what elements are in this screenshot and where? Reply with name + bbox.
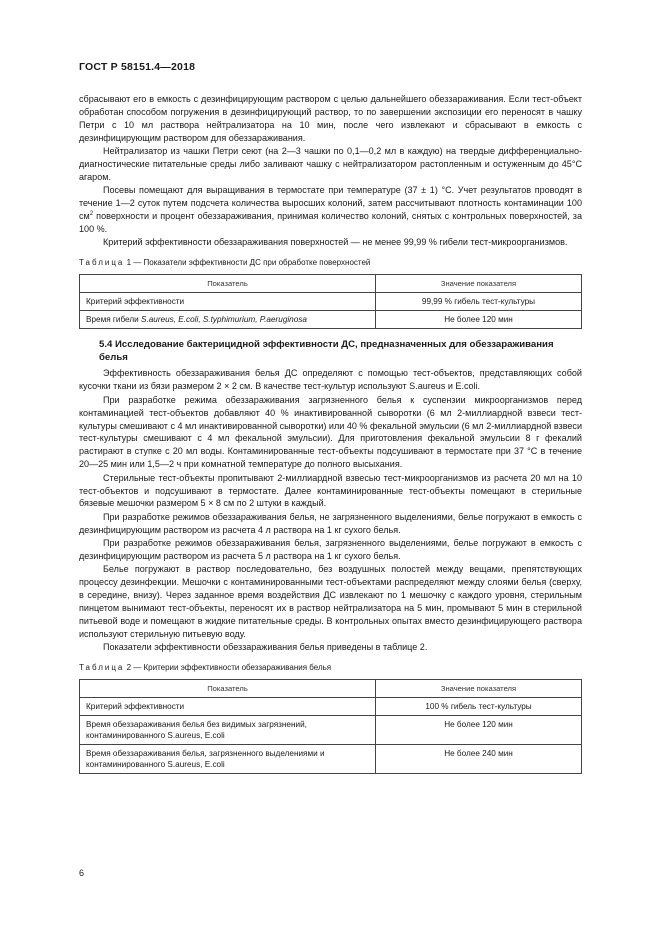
paragraph: Показатели эффективности обеззараживания белья приведены в таблице 2.	[103, 642, 428, 653]
column-header: Значение показателя	[376, 680, 582, 698]
paragraph: Стерильные тест-объекты пропитывают 2-миллиардной взвесью тест-микроорганизмов из расчета 20 мл на 10 тест-объектов и подсушивают в термостате. Далее контаминированные тест-объекты помещают в стерильные бязевые мешочки размером 5 × 8 см по 2 штуки в каждый.	[79, 472, 582, 509]
page-header: ГОСТ Р 58151.4—2018	[79, 61, 196, 73]
table-caption	[79, 662, 582, 673]
table-cell: 99,99 % гибель тест-культуры	[376, 293, 582, 311]
paragraph: При разработке режимов обеззараживания белья, не загрязненного выделениями, белье погружают в емкость с дезинфицирующим раствором из расчета 4 л раствора на 1 кг сухого белья.	[79, 511, 582, 535]
table-cell: Критерий эффективности	[80, 293, 376, 311]
document-body	[79, 93, 582, 774]
column-header: Показатель	[80, 275, 376, 293]
table-1	[79, 274, 582, 329]
table-cell	[80, 311, 376, 329]
column-header: Показатель	[80, 680, 376, 698]
paragraph: сбрасывают его в емкость с дезинфицирующим раствором с целью дальнейшего обеззараживания. Если тест-объект обработан способом погружения в дезинфицирующий раствор, то по завершении экспозиции его переносят в чашку Петри с 10 мл раствора нейтрализатора на 10 мин, после чего извлекают и сбрасывают в емкость с дезинфицирующим раствором для обеззараживания.	[79, 94, 582, 143]
paragraph: Белье погружают в раствор последовательно, без воздушных полостей между вещами, препятствующих процессу дезинфекции. Мешочки с контаминированными тест-объектами распределяют между слоями белья (сверху, в середине, внизу). Через заданное время воздействия ДС извлекают по 1 мешочку с каждого уровня, стерильным пинцетом вынимают тест-объекты, переносят их в раствор нейтрализатора на 5 мин, промывают 5 мин в стерильной питьевой воде и помещают в жидкие питательные среды. В контрольных опытах вместо дезинфицирующего раствора используют стерильную питьевую воду.	[79, 564, 582, 639]
caption-text: 2 — Критерии эффективности обеззараживания белья	[124, 663, 332, 673]
paragraph: При разработке режима обеззараживания загрязненного белья к суспензии микроорганизмов перед контаминацией тест-объектов добавляют 40 % инактивированной сыворотки (6 мл 2-миллиардной взвеси тест-культуры смешивают с 4 мл инактивированной сыворотки) или 40 % фекальной эмульсии (6 мл 2-миллиардной взвеси тест-культуры смешивают с 4 мл фекальной эмульсии). Для приготовления фекальной эмульсии 8 г фекалий растирают в ступке с 20 мл воды. Контаминированные тест-объекты подсушивают в термостате при 37 °С в течение 20—25 мин или 1,5—2 ч при комнатной температуре до полного высыхания.	[79, 394, 583, 470]
table-row	[80, 716, 582, 745]
paragraph: При разработке режимов обеззараживания белья, загрязненного выделениями, белье погружают в емкость с дезинфицирующим раствором из расчета 5 л раствора на 1 кг сухого белья.	[79, 538, 582, 562]
section-heading: 5.4 Исследование бактерицидной эффективности ДС, предназначенных для обеззараживания белья	[99, 339, 554, 363]
column-header: Значение показателя	[376, 275, 582, 293]
text-span: Время гибели	[86, 315, 141, 325]
paragraph: Нейтрализатор из чашки Петри сеют (на 2—3 чашки по 0,1—0,2 мл в каждую) на твердые дифференциально-диагностические питательные среды либо заливают чашку с нейтрализатором растопленным и остуженным до 45°С агаром.	[79, 146, 582, 182]
table-2	[79, 679, 582, 774]
caption-label: Таблица	[79, 258, 125, 268]
paragraph: Эффективность обеззараживания белья ДС определяют с помощью тест-объектов, представляющих собой кусочки ткани из бязи размером 2 × 2 см. В качестве тест-культур используют S.aureus и E.coli.	[79, 368, 582, 392]
table-cell: Не более 120 мин	[376, 716, 582, 745]
table-row	[80, 311, 582, 329]
table-cell: Не более 120 мин	[376, 311, 582, 329]
caption-label: Таблица	[79, 663, 125, 673]
table-header-row	[80, 275, 582, 293]
table-cell: Критерий эффективности	[80, 698, 376, 716]
paragraph: Критерий эффективности обеззараживания поверхностей — не менее 99,99 % гибели тест-микроорганизмов.	[103, 237, 568, 248]
table-cell: Время обеззараживания белья, загрязненного выделениями и контаминированного S.aureus, E.coli	[80, 745, 376, 774]
table-cell: 100 % гибель тест-культуры	[376, 698, 582, 716]
text-span: Посевы помещают для выращивания в термостате при температуре (37 ± 1) °С. Учет результатов проводят в течение 1—2 суток путем подсчета количества выросших колоний, затем рассчитывают плотность контаминации 100 см	[79, 185, 582, 222]
table-row	[80, 698, 582, 716]
caption-text: 1 — Показатели эффективности ДС при обработке поверхностей	[124, 258, 371, 268]
table-row	[80, 745, 582, 774]
paragraph	[79, 184, 582, 236]
text-span: поверхности и процент обеззараживания, принимая количество колоний, снятых с контрольных поверхностей, за 100 %.	[79, 211, 582, 235]
page-number: 6	[79, 868, 85, 878]
table-header-row	[80, 680, 582, 698]
table-cell: Время обеззараживания белья без видимых загрязнений, контаминированного S.aureus, E.coli	[80, 716, 376, 745]
table-caption	[79, 257, 582, 268]
table-row	[80, 293, 582, 311]
table-cell: Не более 240 мин	[376, 745, 582, 774]
italic-text: S.aureus, E.coli, S.typhimurium, P.aeruginosa	[140, 315, 307, 325]
superscript: 2	[89, 211, 94, 218]
